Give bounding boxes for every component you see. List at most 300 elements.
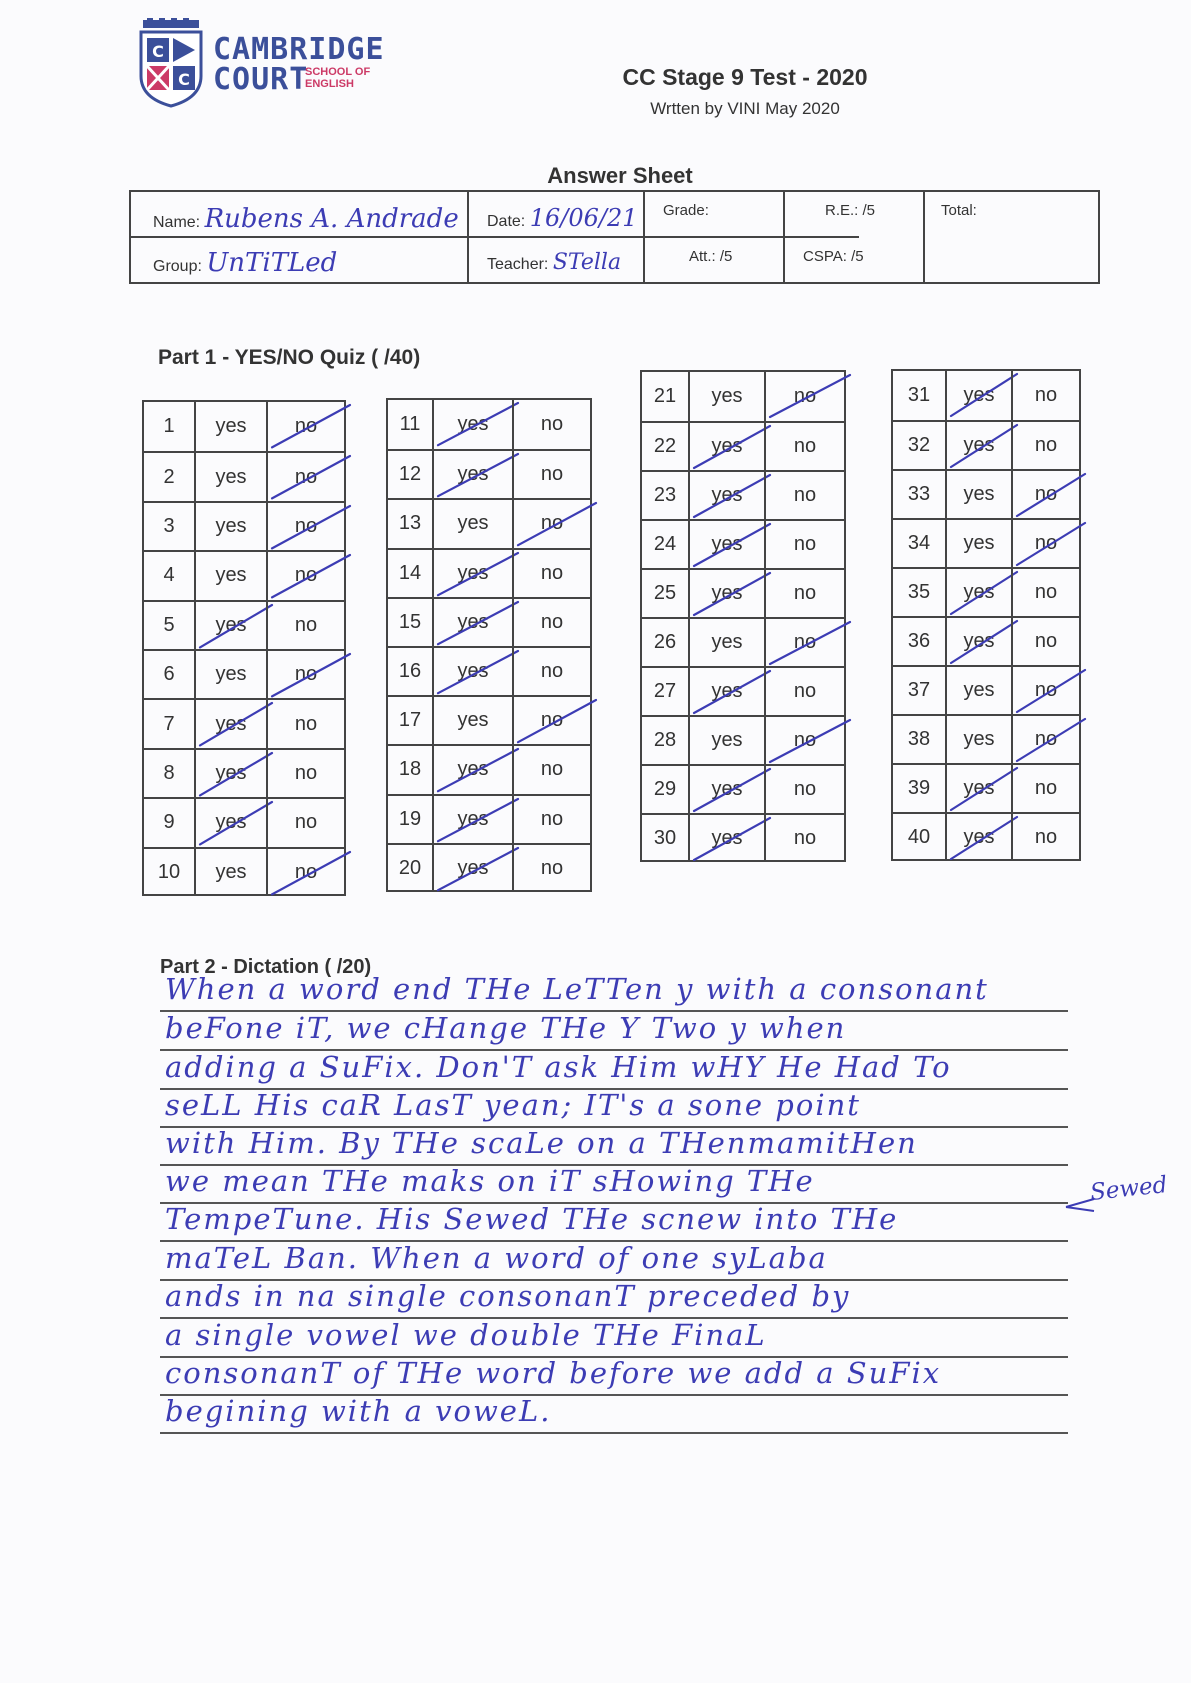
yes-option-label: yes: [711, 435, 743, 457]
yes-option-label: yes: [963, 434, 995, 456]
yes-option-label: yes: [963, 777, 995, 799]
checkmark-slash-icon: [268, 849, 346, 898]
question-number: [144, 651, 194, 698]
yes-option-label: yes: [711, 680, 743, 702]
yes-option[interactable]: [432, 746, 512, 793]
no-option-label: no: [793, 778, 817, 800]
no-option-label: no: [540, 856, 564, 879]
no-option[interactable]: [1011, 569, 1079, 616]
no-option-label: no: [793, 582, 817, 604]
quiz-row: [144, 402, 344, 451]
question-number-text: 9: [163, 811, 175, 834]
question-number: [388, 451, 432, 498]
quiz-row: [893, 763, 1079, 812]
yes-option[interactable]: [432, 648, 512, 695]
quiz-row: [388, 400, 590, 449]
no-option[interactable]: [1011, 814, 1079, 861]
no-option[interactable]: [512, 648, 590, 695]
quiz-row: [144, 748, 344, 797]
no-option-label: no: [294, 712, 318, 735]
checkmark-slash-icon: [434, 845, 514, 894]
question-number-text: 30: [653, 827, 677, 849]
quiz-row: [388, 646, 590, 695]
checkmark-slash-icon: [766, 717, 846, 766]
no-option[interactable]: [512, 550, 590, 597]
name-field[interactable]: [153, 204, 459, 234]
checkmark-slash-icon: [268, 402, 346, 451]
test-author: Wrtten by VINI May 2020: [650, 99, 840, 118]
checkmark-slash-icon: [690, 472, 766, 521]
no-option-label: no: [1034, 777, 1058, 799]
logo-school-line1: SCHOOL OF: [305, 66, 371, 78]
dictation-line: TempeTune. His Sewed THe scnew into THe: [165, 1202, 899, 1236]
no-option[interactable]: [1011, 716, 1079, 763]
name-label: Name:: [153, 214, 201, 231]
part1-title: Part 1 - YES/NO Quiz ( /40): [158, 346, 421, 369]
question-number-text: 5: [163, 613, 175, 636]
question-number: [893, 471, 945, 518]
question-number-text: 33: [907, 483, 931, 505]
checkmark-slash-icon: [268, 503, 346, 552]
yes-option[interactable]: [432, 451, 512, 498]
question-number-text: 40: [907, 826, 931, 848]
no-option[interactable]: [1011, 520, 1079, 567]
no-option[interactable]: [512, 845, 590, 892]
yes-option[interactable]: [194, 402, 266, 451]
checkmark-slash-icon: [690, 766, 766, 815]
question-number-text: 25: [653, 582, 677, 604]
yes-option[interactable]: [945, 716, 1011, 763]
no-option-label: no: [793, 729, 817, 751]
yes-option-label: yes: [457, 856, 489, 879]
yes-option-label: yes: [711, 631, 743, 653]
question-number-text: 14: [398, 561, 422, 584]
quiz-row: [642, 715, 844, 764]
quiz-row: [893, 665, 1079, 714]
no-option-label: no: [540, 561, 564, 584]
question-number: [388, 746, 432, 793]
question-number: [144, 402, 194, 451]
grade-label: Grade:: [663, 202, 709, 219]
question-number-text: 31: [907, 384, 931, 406]
no-option[interactable]: [764, 423, 844, 470]
yes-option-label: yes: [963, 483, 995, 505]
group-field[interactable]: [153, 248, 337, 278]
no-option-label: no: [540, 463, 564, 486]
quiz-grid-2: [386, 398, 592, 892]
yes-option-label: yes: [215, 663, 247, 686]
dictation-rule-line: [160, 1432, 1068, 1434]
no-option-label: no: [540, 758, 564, 781]
quiz-row: [642, 519, 844, 568]
question-number: [144, 552, 194, 599]
student-info-table: [129, 190, 1100, 284]
no-option[interactable]: [266, 402, 344, 451]
checkmark-slash-icon: [690, 521, 766, 570]
dictation-line: seLL His caR LasT yean; IT's a sone point: [165, 1088, 861, 1122]
quiz-row: [388, 548, 590, 597]
question-number: [388, 648, 432, 695]
yes-option-label: yes: [711, 778, 743, 800]
no-option-label: no: [540, 413, 564, 436]
quiz-row: [642, 813, 844, 862]
question-number-text: 20: [398, 856, 422, 879]
no-option-label: no: [540, 709, 564, 732]
question-number-text: 38: [907, 728, 931, 750]
quiz-row: [388, 695, 590, 744]
no-option[interactable]: [764, 668, 844, 715]
yes-option[interactable]: [432, 400, 512, 449]
no-option[interactable]: [266, 651, 344, 698]
no-option-label: no: [294, 465, 318, 488]
checkmark-slash-icon: [514, 697, 592, 746]
yes-option[interactable]: [945, 618, 1011, 665]
question-number: [642, 372, 688, 421]
yes-option[interactable]: [688, 717, 764, 764]
no-option[interactable]: [266, 799, 344, 846]
yes-option[interactable]: [194, 453, 266, 500]
answer-sheet-title: Answer Sheet: [547, 163, 693, 188]
yes-option-label: yes: [711, 827, 743, 849]
no-option[interactable]: [512, 746, 590, 793]
yes-option-label: yes: [215, 465, 247, 488]
no-option[interactable]: [512, 697, 590, 744]
yes-option-label: yes: [215, 564, 247, 587]
question-number-text: 29: [653, 778, 677, 800]
yes-option[interactable]: [194, 503, 266, 550]
yes-option[interactable]: [194, 651, 266, 698]
checkmark-slash-icon: [196, 700, 268, 749]
no-option-label: no: [294, 613, 318, 636]
yes-option-label: yes: [711, 385, 743, 407]
question-number: [144, 503, 194, 550]
question-number: [893, 371, 945, 420]
yes-option[interactable]: [688, 619, 764, 666]
no-option[interactable]: [764, 570, 844, 617]
quiz-row: [642, 764, 844, 813]
no-option[interactable]: [512, 451, 590, 498]
yes-option[interactable]: [432, 500, 512, 547]
question-number-text: 18: [398, 758, 422, 781]
question-number-text: 16: [398, 660, 422, 683]
logo-school-line2: ENGLISH: [305, 78, 354, 90]
no-option-label: no: [540, 660, 564, 683]
no-option-label: no: [294, 811, 318, 834]
quiz-row: [642, 372, 844, 421]
no-option-label: no: [1034, 728, 1058, 750]
date-field[interactable]: [487, 204, 638, 232]
no-option-label: no: [793, 827, 817, 849]
yes-option[interactable]: [945, 422, 1011, 469]
checkmark-slash-icon: [514, 500, 592, 549]
no-option-label: no: [1034, 532, 1058, 554]
question-number-text: 17: [398, 709, 422, 732]
quiz-row: [388, 843, 590, 892]
quiz-row: [388, 498, 590, 547]
dictation-line: adding a SuFix. Don'T ask Him wHY He Had To: [165, 1050, 952, 1084]
question-number-text: 26: [653, 631, 677, 653]
yes-option[interactable]: [688, 570, 764, 617]
logo-school-label: [305, 66, 370, 90]
question-number: [144, 799, 194, 846]
no-option[interactable]: [266, 750, 344, 797]
question-number: [893, 618, 945, 665]
checkmark-slash-icon: [766, 619, 846, 668]
yes-option-label: yes: [711, 484, 743, 506]
yes-option-label: yes: [457, 758, 489, 781]
yes-option[interactable]: [945, 569, 1011, 616]
no-option[interactable]: [1011, 618, 1079, 665]
question-number: [893, 667, 945, 714]
no-option[interactable]: [764, 619, 844, 666]
teacher-field[interactable]: [487, 250, 621, 275]
yes-option-label: yes: [711, 533, 743, 555]
yes-option[interactable]: [945, 814, 1011, 861]
date-label: Date:: [487, 213, 526, 230]
question-number: [642, 717, 688, 764]
yes-option-label: yes: [711, 582, 743, 604]
yes-option-label: yes: [963, 630, 995, 652]
no-option[interactable]: [512, 500, 590, 547]
question-number: [642, 619, 688, 666]
quiz-row: [893, 812, 1079, 861]
no-option[interactable]: [1011, 667, 1079, 714]
question-number: [642, 570, 688, 617]
no-option[interactable]: [266, 602, 344, 649]
question-number: [144, 700, 194, 747]
checkmark-slash-icon: [947, 814, 1013, 863]
yes-option[interactable]: [945, 667, 1011, 714]
no-option[interactable]: [764, 372, 844, 421]
yes-option[interactable]: [194, 799, 266, 846]
no-option[interactable]: [764, 766, 844, 813]
dictation-line: When a word end THe LeTTen y with a consonant: [165, 972, 989, 1006]
no-option[interactable]: [1011, 471, 1079, 518]
no-option-label: no: [540, 807, 564, 830]
question-number: [388, 500, 432, 547]
question-number-text: 19: [398, 807, 422, 830]
question-number: [642, 668, 688, 715]
yes-option-label: yes: [215, 811, 247, 834]
no-option-label: no: [1034, 384, 1058, 406]
checkmark-slash-icon: [1013, 471, 1081, 520]
question-number: [388, 845, 432, 892]
question-number-text: 2: [163, 465, 175, 488]
no-option[interactable]: [764, 521, 844, 568]
att-label: Att.: /5: [689, 248, 733, 265]
no-option[interactable]: [512, 400, 590, 449]
no-option[interactable]: [266, 849, 344, 896]
quiz-row: [144, 797, 344, 846]
checkmark-slash-icon: [690, 668, 766, 717]
dictation-line: consonanT of THe word before we add a SuFix: [165, 1356, 942, 1390]
question-number-text: 24: [653, 533, 677, 555]
quiz-row: [893, 371, 1079, 420]
question-number-text: 10: [157, 860, 181, 883]
yes-option[interactable]: [194, 849, 266, 896]
dictation-line: with Him. By THe scaLe on a THenmamitHen: [165, 1126, 918, 1160]
quiz-row: [893, 469, 1079, 518]
yes-option[interactable]: [194, 750, 266, 797]
test-title: CC Stage 9 Test - 2020: [622, 64, 868, 90]
school-logo: [135, 18, 385, 110]
no-option[interactable]: [266, 552, 344, 599]
no-option-label: no: [1034, 630, 1058, 652]
quiz-row: [144, 698, 344, 747]
question-number-text: 6: [163, 663, 175, 686]
no-option-label: no: [793, 533, 817, 555]
checkmark-slash-icon: [690, 423, 766, 472]
part2-title: Part 2 - Dictation ( /20): [160, 956, 372, 978]
question-number-text: 11: [399, 413, 421, 436]
quiz-row: [388, 744, 590, 793]
yes-option[interactable]: [688, 423, 764, 470]
quiz-row: [642, 568, 844, 617]
checkmark-slash-icon: [1013, 520, 1081, 569]
checkmark-slash-icon: [434, 746, 514, 795]
no-option-label: no: [793, 385, 817, 407]
question-number: [144, 849, 194, 896]
quiz-row: [388, 597, 590, 646]
no-option-label: no: [294, 415, 318, 438]
question-number: [388, 400, 432, 449]
no-option[interactable]: [266, 503, 344, 550]
yes-option-label: yes: [963, 728, 995, 750]
yes-option[interactable]: [432, 796, 512, 843]
question-number-text: 8: [163, 761, 175, 784]
date-value: 16/06/21: [529, 204, 638, 232]
yes-option[interactable]: [688, 472, 764, 519]
yes-option[interactable]: [945, 371, 1011, 420]
no-option[interactable]: [764, 472, 844, 519]
yes-option-label: yes: [215, 712, 247, 735]
quiz-row: [642, 470, 844, 519]
question-number-text: 28: [653, 729, 677, 751]
quiz-row: [642, 421, 844, 470]
question-number: [144, 750, 194, 797]
quiz-row: [642, 617, 844, 666]
checkmark-slash-icon: [196, 602, 268, 651]
yes-option[interactable]: [194, 602, 266, 649]
no-option-label: no: [793, 484, 817, 506]
no-option[interactable]: [512, 796, 590, 843]
question-number-text: 36: [907, 630, 931, 652]
dictation-line: beFone iT, we cHange THe Y Two y when: [165, 1011, 847, 1045]
question-number-text: 27: [653, 680, 677, 702]
question-number: [893, 814, 945, 861]
no-option[interactable]: [764, 815, 844, 862]
yes-option[interactable]: [688, 668, 764, 715]
question-number: [388, 550, 432, 597]
yes-option-label: yes: [457, 610, 489, 633]
no-option-label: no: [1034, 581, 1058, 603]
checkmark-slash-icon: [947, 765, 1013, 814]
yes-option[interactable]: [194, 552, 266, 599]
question-number-text: 37: [907, 679, 931, 701]
quiz-grid-4: [891, 369, 1081, 861]
no-option[interactable]: [512, 599, 590, 646]
yes-option[interactable]: [432, 845, 512, 892]
no-option-label: no: [540, 610, 564, 633]
yes-option[interactable]: [194, 700, 266, 747]
no-option-label: no: [294, 564, 318, 587]
yes-option[interactable]: [945, 520, 1011, 567]
no-option[interactable]: [1011, 371, 1079, 420]
no-option[interactable]: [266, 700, 344, 747]
no-option-label: no: [793, 680, 817, 702]
checkmark-slash-icon: [434, 400, 514, 449]
logo-name-line2: COURT: [213, 62, 309, 97]
margin-arrow-icon: [1064, 1195, 1098, 1215]
quiz-row: [893, 616, 1079, 665]
question-number-text: 3: [163, 514, 175, 537]
checkmark-slash-icon: [766, 372, 846, 421]
question-number: [642, 815, 688, 862]
question-number-text: 23: [653, 484, 677, 506]
question-number: [642, 472, 688, 519]
checkmark-slash-icon: [268, 552, 346, 601]
question-number-text: 22: [653, 435, 677, 457]
yes-option[interactable]: [688, 372, 764, 421]
question-number: [642, 766, 688, 813]
yes-option[interactable]: [688, 815, 764, 862]
checkmark-slash-icon: [947, 569, 1013, 618]
no-option[interactable]: [266, 453, 344, 500]
yes-option[interactable]: [688, 521, 764, 568]
yes-option-label: yes: [457, 807, 489, 830]
yes-option[interactable]: [432, 599, 512, 646]
checkmark-slash-icon: [947, 618, 1013, 667]
no-option-label: no: [294, 860, 318, 883]
quiz-row: [144, 847, 344, 896]
checkmark-slash-icon: [947, 422, 1013, 471]
yes-option-label: yes: [963, 532, 995, 554]
quiz-row: [144, 501, 344, 550]
quiz-row: [144, 600, 344, 649]
no-option[interactable]: [1011, 422, 1079, 469]
shield-letter-top: C: [152, 42, 164, 61]
yes-option[interactable]: [688, 766, 764, 813]
no-option-label: no: [1034, 483, 1058, 505]
yes-option[interactable]: [945, 471, 1011, 518]
checkmark-slash-icon: [947, 371, 1013, 420]
checkmark-slash-icon: [1013, 667, 1081, 716]
no-option[interactable]: [764, 717, 844, 764]
quiz-row: [893, 567, 1079, 616]
no-option[interactable]: [1011, 765, 1079, 812]
no-option-label: no: [793, 435, 817, 457]
question-number: [893, 569, 945, 616]
question-number-text: 7: [163, 712, 175, 735]
question-number: [893, 716, 945, 763]
question-number-text: 13: [398, 512, 422, 535]
dictation-line: maTeL Ban. When a word of one syLaba: [165, 1241, 828, 1275]
yes-option[interactable]: [432, 550, 512, 597]
yes-option[interactable]: [945, 765, 1011, 812]
dictation-line: we mean THe maks on iT sHowing THe: [165, 1164, 815, 1198]
quiz-row: [144, 451, 344, 500]
question-number-text: 12: [398, 463, 422, 486]
quiz-row: [144, 550, 344, 599]
quiz-row: [388, 449, 590, 498]
yes-option-label: yes: [215, 514, 247, 537]
question-number: [144, 453, 194, 500]
quiz-grid-3: [640, 370, 846, 862]
no-option-label: no: [1034, 826, 1058, 848]
quiz-row: [144, 649, 344, 698]
yes-option-label: yes: [711, 729, 743, 751]
yes-option[interactable]: [432, 697, 512, 744]
